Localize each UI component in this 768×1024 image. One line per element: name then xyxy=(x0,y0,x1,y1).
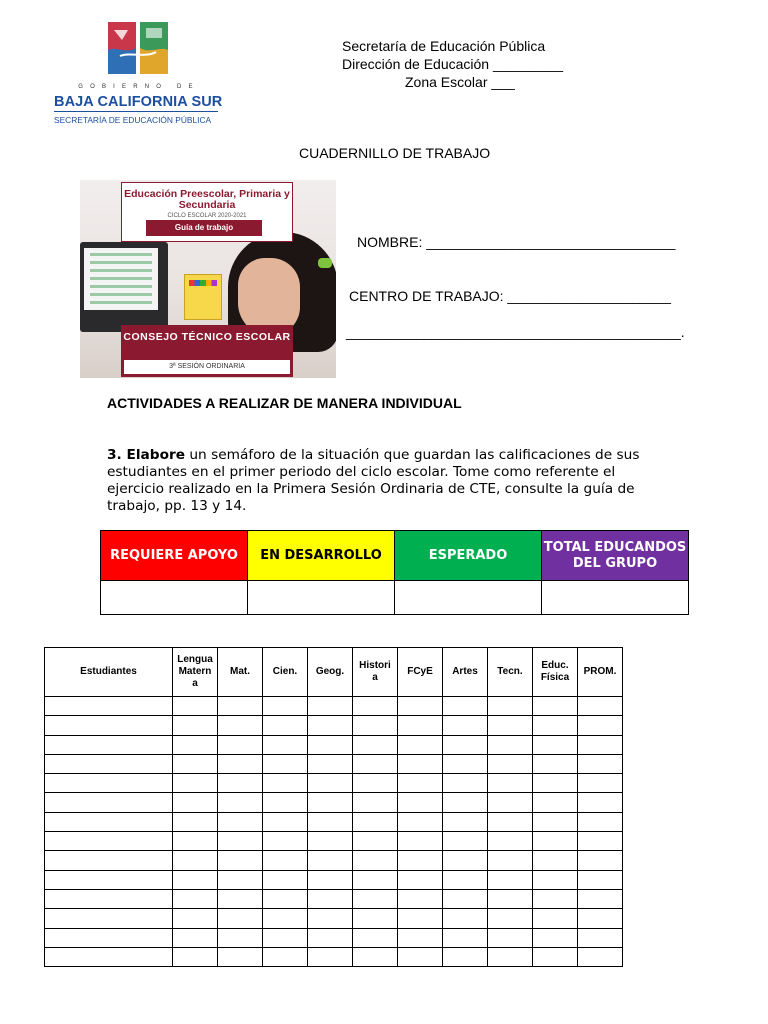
grade-cell[interactable] xyxy=(308,793,353,812)
grade-cell[interactable] xyxy=(308,947,353,966)
semaphore-header-en-desarrollo: EN DESARROLLO xyxy=(248,531,395,581)
grades-table xyxy=(44,647,623,967)
grade-cell[interactable] xyxy=(263,909,308,928)
grade-cell[interactable] xyxy=(45,716,173,735)
grade-cell[interactable] xyxy=(218,793,263,812)
grade-cell[interactable] xyxy=(443,832,488,851)
grade-cell[interactable] xyxy=(533,851,578,870)
grade-cell[interactable] xyxy=(443,889,488,908)
semaphore-cell-esperado[interactable] xyxy=(395,581,542,615)
semaphore-cell-requiere-apoyo[interactable] xyxy=(101,581,248,615)
grade-cell[interactable] xyxy=(578,909,623,928)
grades-header-cell: Geog. xyxy=(308,648,353,697)
grade-cell[interactable] xyxy=(578,774,623,793)
grade-cell[interactable] xyxy=(533,832,578,851)
grade-cell[interactable] xyxy=(578,812,623,831)
table-row xyxy=(45,870,623,889)
table-row xyxy=(45,774,623,793)
grade-cell[interactable] xyxy=(533,909,578,928)
grade-cell[interactable] xyxy=(218,909,263,928)
logo-secretaria-text: SECRETARÍA DE EDUCACIÓN PÚBLICA xyxy=(54,115,212,125)
grade-cell[interactable] xyxy=(533,754,578,773)
grade-cell[interactable] xyxy=(398,793,443,812)
grade-cell[interactable] xyxy=(218,716,263,735)
grade-cell[interactable] xyxy=(263,947,308,966)
grade-cell[interactable] xyxy=(45,697,173,716)
grade-cell[interactable] xyxy=(308,851,353,870)
semaphore-header-esperado: ESPERADO xyxy=(395,531,542,581)
grade-cell[interactable] xyxy=(578,889,623,908)
grade-cell[interactable] xyxy=(533,697,578,716)
grade-cell[interactable] xyxy=(353,697,398,716)
grade-cell[interactable] xyxy=(173,851,218,870)
table-row xyxy=(45,928,623,947)
grade-cell[interactable] xyxy=(263,870,308,889)
grade-cell[interactable] xyxy=(173,909,218,928)
grade-cell[interactable] xyxy=(45,928,173,947)
grade-cell[interactable] xyxy=(443,947,488,966)
grade-cell[interactable] xyxy=(45,735,173,754)
grades-header-cell: Artes xyxy=(443,648,488,697)
table-row xyxy=(45,909,623,928)
grade-cell[interactable] xyxy=(218,870,263,889)
grade-cell[interactable] xyxy=(443,716,488,735)
semaphore-header-total: TOTAL EDUCANDOS DEL GRUPO xyxy=(542,531,689,581)
grade-cell[interactable] xyxy=(398,735,443,754)
grade-cell[interactable] xyxy=(263,928,308,947)
centro-trabajo-field[interactable]: CENTRO DE TRABAJO: _____________________ xyxy=(349,288,671,304)
grade-cell[interactable] xyxy=(443,812,488,831)
grade-cell[interactable] xyxy=(218,697,263,716)
grade-cell[interactable] xyxy=(45,909,173,928)
logo-state-name: BAJA CALIFORNIA SUR xyxy=(54,94,223,110)
grade-cell[interactable] xyxy=(443,928,488,947)
grade-cell[interactable] xyxy=(308,697,353,716)
grade-cell[interactable] xyxy=(488,909,533,928)
grade-cell[interactable] xyxy=(218,832,263,851)
grade-cell[interactable] xyxy=(308,735,353,754)
grade-cell[interactable] xyxy=(308,889,353,908)
grade-cell[interactable] xyxy=(533,928,578,947)
grade-cell[interactable] xyxy=(218,735,263,754)
grade-cell[interactable] xyxy=(353,735,398,754)
grade-cell[interactable] xyxy=(218,774,263,793)
grade-cell[interactable] xyxy=(45,754,173,773)
grade-cell[interactable] xyxy=(578,697,623,716)
grade-cell[interactable] xyxy=(488,735,533,754)
grade-cell[interactable] xyxy=(263,832,308,851)
table-row xyxy=(45,793,623,812)
workbook-cover-image xyxy=(80,180,336,378)
cover-council: CONSEJO TÉCNICO ESCOLAR xyxy=(123,331,291,343)
grade-cell[interactable] xyxy=(398,697,443,716)
grade-cell[interactable] xyxy=(45,851,173,870)
grade-cell[interactable] xyxy=(308,870,353,889)
grade-cell[interactable] xyxy=(533,774,578,793)
grade-cell[interactable] xyxy=(353,889,398,908)
grade-cell[interactable] xyxy=(578,754,623,773)
grades-header-cell: Educ. Física xyxy=(533,648,578,697)
grade-cell[interactable] xyxy=(443,697,488,716)
grade-cell[interactable] xyxy=(353,754,398,773)
grade-cell[interactable] xyxy=(488,716,533,735)
grade-cell[interactable] xyxy=(488,812,533,831)
grade-cell[interactable] xyxy=(578,851,623,870)
grade-cell[interactable] xyxy=(218,851,263,870)
cover-session: 3ª SESIÓN ORDINARIA xyxy=(124,360,290,374)
grade-cell[interactable] xyxy=(533,889,578,908)
grade-cell[interactable] xyxy=(173,832,218,851)
grade-cell[interactable] xyxy=(263,697,308,716)
grades-header-cell: PROM. xyxy=(578,648,623,697)
grade-cell[interactable] xyxy=(45,774,173,793)
grades-header-cell: Mat. xyxy=(218,648,263,697)
grade-cell[interactable] xyxy=(533,716,578,735)
cover-guide-label: Guía de trabajo xyxy=(146,220,262,236)
grade-cell[interactable] xyxy=(443,735,488,754)
grade-cell[interactable] xyxy=(488,928,533,947)
grade-cell[interactable] xyxy=(173,774,218,793)
activities-heading: ACTIVIDADES A REALIZAR DE MANERA INDIVIDUAL xyxy=(107,395,462,411)
grade-cell[interactable] xyxy=(173,870,218,889)
grade-cell[interactable] xyxy=(578,716,623,735)
grade-cell[interactable] xyxy=(398,928,443,947)
grade-cell[interactable] xyxy=(353,774,398,793)
grade-cell[interactable] xyxy=(533,870,578,889)
table-row xyxy=(45,716,623,735)
grade-cell[interactable] xyxy=(398,716,443,735)
table-row xyxy=(45,735,623,754)
grade-cell[interactable] xyxy=(353,832,398,851)
table-row xyxy=(45,832,623,851)
grade-cell[interactable] xyxy=(398,832,443,851)
table-row xyxy=(45,947,623,966)
grade-cell[interactable] xyxy=(398,870,443,889)
state-emblem-icon xyxy=(106,18,170,78)
grade-cell[interactable] xyxy=(353,716,398,735)
grade-cell[interactable] xyxy=(173,793,218,812)
table-row xyxy=(45,697,623,716)
grade-cell[interactable] xyxy=(488,947,533,966)
header-secretaria: Secretaría de Educación Pública xyxy=(342,38,546,54)
grade-cell[interactable] xyxy=(353,851,398,870)
grade-cell[interactable] xyxy=(488,889,533,908)
grade-cell[interactable] xyxy=(578,947,623,966)
grade-cell[interactable] xyxy=(173,754,218,773)
logo-gobierno-text: GOBIERNO DE xyxy=(78,84,200,90)
grade-cell[interactable] xyxy=(263,851,308,870)
grade-cell[interactable] xyxy=(308,812,353,831)
grade-cell[interactable] xyxy=(443,870,488,889)
grade-cell[interactable] xyxy=(488,793,533,812)
grades-header-cell: Historia xyxy=(353,648,398,697)
grades-header-cell: Lengua Materna xyxy=(173,648,218,697)
grade-cell[interactable] xyxy=(488,774,533,793)
grade-cell[interactable] xyxy=(308,909,353,928)
grade-cell[interactable] xyxy=(578,870,623,889)
grade-cell[interactable] xyxy=(353,947,398,966)
grades-header-cell: Tecn. xyxy=(488,648,533,697)
grade-cell[interactable] xyxy=(398,909,443,928)
cover-council-box xyxy=(121,325,293,377)
header-direccion: Dirección de Educación _________ xyxy=(342,56,564,72)
grade-cell[interactable] xyxy=(218,947,263,966)
instruction-text: un semáforo de la situación que guardan las calificaciones de sus estudiantes en el primer periodo del ciclo escolar. Tome como referente el ejercicio realizado en la Primera Sesión Ordinaria de CTE, consulte la guía de trabajo, pp. 13 y 14. xyxy=(107,447,640,514)
grade-cell[interactable] xyxy=(398,947,443,966)
table-row xyxy=(45,889,623,908)
grade-cell[interactable] xyxy=(353,812,398,831)
grade-cell[interactable] xyxy=(533,735,578,754)
grade-cell[interactable] xyxy=(488,832,533,851)
cover-title: Educación Preescolar, Primaria y Secundaria xyxy=(124,188,290,211)
header-zona: Zona Escolar ___ xyxy=(405,74,515,90)
grade-cell[interactable] xyxy=(263,774,308,793)
grade-cell[interactable] xyxy=(218,928,263,947)
grade-cell[interactable] xyxy=(308,928,353,947)
table-row xyxy=(45,851,623,870)
grade-cell[interactable] xyxy=(173,716,218,735)
table-row xyxy=(45,754,623,773)
semaphore-table xyxy=(100,530,689,615)
grade-cell[interactable] xyxy=(488,870,533,889)
grade-cell[interactable] xyxy=(173,947,218,966)
grade-cell[interactable] xyxy=(353,870,398,889)
grade-cell[interactable] xyxy=(45,870,173,889)
grade-cell[interactable] xyxy=(398,754,443,773)
grade-cell[interactable] xyxy=(218,889,263,908)
grade-cell[interactable] xyxy=(488,697,533,716)
cover-cycle: CICLO ESCOLAR 2020-2021 xyxy=(167,213,247,219)
grade-cell[interactable] xyxy=(578,832,623,851)
grade-cell[interactable] xyxy=(45,947,173,966)
grade-cell[interactable] xyxy=(578,928,623,947)
instruction-lead: 3. Elabore xyxy=(107,447,186,463)
grade-cell[interactable] xyxy=(578,735,623,754)
grade-cell[interactable] xyxy=(263,754,308,773)
grade-cell[interactable] xyxy=(263,793,308,812)
grade-cell[interactable] xyxy=(443,793,488,812)
grade-cell[interactable] xyxy=(398,774,443,793)
grade-cell[interactable] xyxy=(173,697,218,716)
grade-cell[interactable] xyxy=(443,754,488,773)
grade-cell[interactable] xyxy=(45,889,173,908)
semaphore-header-requiere-apoyo: REQUIERE APOYO xyxy=(101,531,248,581)
grade-cell[interactable] xyxy=(533,812,578,831)
laptop-illustration xyxy=(80,242,168,332)
table-row xyxy=(45,812,623,831)
grade-cell[interactable] xyxy=(45,832,173,851)
grade-cell[interactable] xyxy=(578,793,623,812)
logo-divider xyxy=(54,111,218,112)
crayon-box-illustration xyxy=(184,274,222,320)
grade-cell[interactable] xyxy=(353,793,398,812)
grades-header-cell: FCyE xyxy=(398,648,443,697)
government-logo xyxy=(54,16,224,128)
grade-cell[interactable] xyxy=(488,754,533,773)
grade-cell[interactable] xyxy=(398,812,443,831)
grade-cell[interactable] xyxy=(173,889,218,908)
grade-cell[interactable] xyxy=(218,754,263,773)
grade-cell[interactable] xyxy=(173,735,218,754)
grade-cell[interactable] xyxy=(308,716,353,735)
grade-cell[interactable] xyxy=(308,832,353,851)
grade-cell[interactable] xyxy=(263,889,308,908)
grade-cell[interactable] xyxy=(173,928,218,947)
grade-cell[interactable] xyxy=(353,928,398,947)
semaphore-cell-en-desarrollo[interactable] xyxy=(248,581,395,615)
centro-trabajo-extra-line[interactable]: ___________________________________________. xyxy=(346,324,685,340)
grade-cell[interactable] xyxy=(443,774,488,793)
grade-cell[interactable] xyxy=(173,812,218,831)
semaphore-cell-total[interactable] xyxy=(542,581,689,615)
grade-cell[interactable] xyxy=(398,851,443,870)
grade-cell[interactable] xyxy=(308,774,353,793)
grade-cell[interactable] xyxy=(443,909,488,928)
grade-cell[interactable] xyxy=(45,793,173,812)
grade-cell[interactable] xyxy=(353,909,398,928)
grades-header-cell: Estudiantes xyxy=(45,648,173,697)
grade-cell[interactable] xyxy=(533,793,578,812)
grade-cell[interactable] xyxy=(443,851,488,870)
grade-cell[interactable] xyxy=(45,812,173,831)
grade-cell[interactable] xyxy=(398,889,443,908)
grade-cell[interactable] xyxy=(263,812,308,831)
instruction-paragraph xyxy=(107,447,657,515)
nombre-field[interactable]: NOMBRE: ________________________________ xyxy=(357,234,676,250)
grade-cell[interactable] xyxy=(263,716,308,735)
grade-cell[interactable] xyxy=(533,947,578,966)
document-title: CUADERNILLO DE TRABAJO xyxy=(299,145,491,161)
grade-cell[interactable] xyxy=(263,735,308,754)
grade-cell[interactable] xyxy=(488,851,533,870)
grades-header-cell: Cien. xyxy=(263,648,308,697)
grade-cell[interactable] xyxy=(218,812,263,831)
grade-cell[interactable] xyxy=(308,754,353,773)
grades-header-row xyxy=(45,648,623,697)
